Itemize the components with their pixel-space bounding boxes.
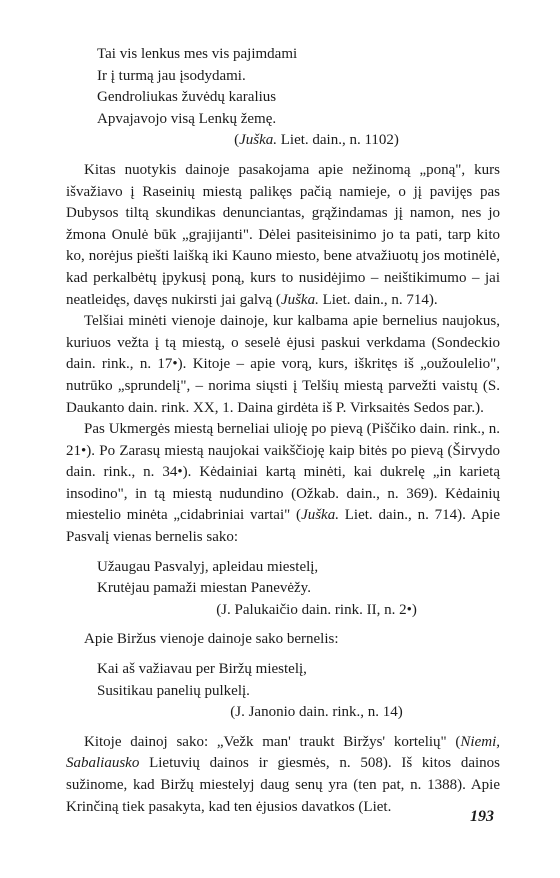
page-number: 193 bbox=[470, 808, 494, 825]
verse-line: Apvajavojo visą Lenkų žemę. bbox=[97, 110, 277, 127]
verse-line: Krutėjau pamaži miestan Panevėžy. bbox=[97, 580, 311, 597]
verse-line: Tai vis lenkus mes vis pajimdami bbox=[97, 46, 298, 62]
page-text bbox=[66, 44, 500, 818]
paragraph: Telšiai minėti vienoje dainoje, kur kalbama apie bernelius naujokus, kuriuos vežta į tą miestą, o seselė ėjusi paskui verkdama (Sondeckio dain. rink., n. 17•). Kitoje – apie vorą, kurs, iškritęs iš „oužoulelio", nutrūko „sprundelį", – norima siųsti į Telšių miestą parvežti vaistų (S. Daukanto dain. rink. XX, 1. Daina girdėta iš P. Virksaitės Sedos par.). bbox=[66, 313, 500, 416]
paragraph: Kitoje dainoj sako: „Vežk man' traukt Biržys' kortelių" (Niemi, Sabaliausko Lietuvių dainos ir giesmės, n. 508). Iš kitos dainos sužinome, kad Biržų miestelyj daug senų yra (ten pat, n. 1388). Apie Krinčiną tiek pasakyta, kad ten ėjusios davatkos (Liet. bbox=[66, 733, 500, 815]
verse-block bbox=[97, 659, 500, 724]
verse-line: Ir į turmą jau įsodydami. bbox=[97, 67, 246, 84]
verse-citation: (J. Janonio dain. rink., n. 14) bbox=[230, 704, 403, 721]
paragraph: Kitas nuotykis dainoje pasakojama apie nežinomą „poną", kurs išvažiavo į Raseinių miestą palikęs pačią namieje, o jį pavijęs pas Dubysos tiltą skundikas denunciantas, grąžindamas jį namon, nes jo žmona Onulė būk „grajijanti". Dėlei pasiteisinimo jo ta pati, tarp kito ko, norėjus piešti laišką iki Kauno miesto, bene atvažiuotų jos motinėlė, kad perkalbėtų įpykusį poną, kurs to nusidėjimo – neištikimumo – jai neatleidęs, davęs nukirsti jai galvą (Juška. Liet. dain., n. 714). bbox=[66, 161, 500, 308]
verse-line: Gendroliukas žuvėdų karalius bbox=[97, 89, 277, 106]
paragraph: Pas Ukmergės miestą berneliai ulioję po pievą (Piščiko dain. rink., n. 21•). Po Zarasų miestą naujokai vaikščioję kaip bitės po pievą (Širvydo dain. rink., n. 34•). Kėdainiai kartą minėti, kai dukrelę „in karietą insodino", in tą miestą nudundino (Ožkab. dain., n. 369). Kėdainių miestelio minėta „cidabriniai vartai" (Juška. Liet. dain., n. 714). Apie Pasvalį vienas bernelis sako: bbox=[66, 421, 501, 546]
verse-citation: (Juška. Liet. dain., n. 1102) bbox=[234, 132, 399, 149]
verse-block bbox=[97, 557, 500, 622]
paragraph: Apie Biržus vienoje dainoje sako bernelis: bbox=[84, 631, 339, 648]
verse-line: Kai aš važiavau per Biržų miestelį, bbox=[97, 661, 307, 678]
verse-line: Susitikau panelių pulkelį. bbox=[97, 682, 250, 699]
verse-block bbox=[97, 44, 500, 152]
verse-citation: (J. Palukaičio dain. rink. II, n. 2•) bbox=[216, 601, 417, 618]
verse-line: Užaugau Pasvalyj, apleidau miestelį, bbox=[97, 558, 319, 575]
